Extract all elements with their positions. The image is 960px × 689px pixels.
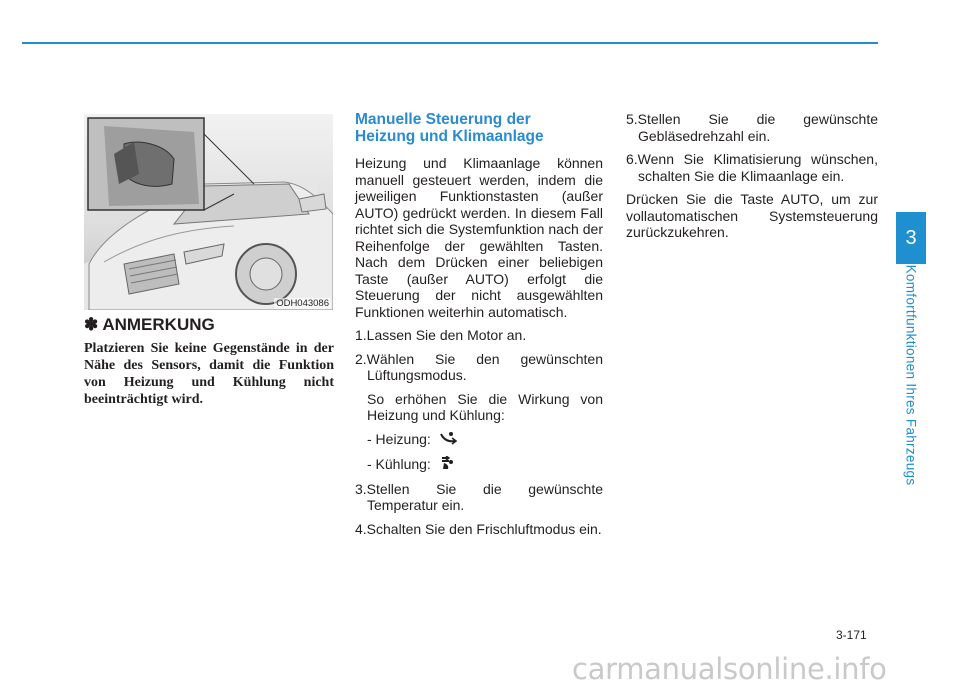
note-body: Platzieren Sie keine Gegenstände in der Nähe des Sensors, damit die Funktion von Heizung und Kühlung nicht beeinträchtigt wird. <box>84 341 334 407</box>
heating-label: - Heizung: <box>367 430 431 447</box>
step-1: 1.Lassen Sie den Motor an. <box>355 327 527 343</box>
section-title-line2: Heizung und Klimaanlage <box>355 128 544 145</box>
face-vent-icon <box>439 456 455 474</box>
section-title <box>355 111 603 145</box>
step-4: 4.Schalten Sie den Frischluftmodus ein. <box>355 520 602 537</box>
car-sensor-figure <box>84 114 333 310</box>
chapter-title: Komfortfunktionen Ihres Fahrzeugs <box>903 264 919 486</box>
floor-vent-icon <box>439 431 457 449</box>
column-middle <box>355 111 603 544</box>
step-2: 2.Wählen Sie den gewünschten Lüftungsmodus. <box>355 350 603 383</box>
intro-paragraph: Heizung und Klimaanlage können manuell gesteuert werden, indem die jeweiligen Funktionstasten (außer AUTO) gedrückt werden. In diesem Fall richtet sich die Systemfunktion nach der Reihenfolge der gewählten Tasten. Nach dem Drücken einer beliebigen Taste (außer AUTO) erfolgt die Steuerung der nicht ausgewählten Funktionen weiterhin automatisch. <box>355 155 603 320</box>
outro-paragraph: Drücken Sie die Taste AUTO, um zur vollautomatischen Systemsteuerung zurückzukehren. <box>626 191 878 240</box>
step-5: 5.Stellen Sie die gewünschte Gebläsedrehzahl ein. <box>626 111 878 144</box>
step-3: 3.Stellen Sie die gewünschte Temperatur ein. <box>355 480 603 514</box>
cooling-line <box>367 456 603 474</box>
watermark: carmanualsonline.info <box>572 652 887 686</box>
figure-caption: ODH043086 <box>276 298 329 309</box>
page-number: 3-171 <box>836 628 867 642</box>
car-illustration <box>84 114 333 310</box>
heating-line <box>367 431 603 449</box>
column-right <box>626 111 878 248</box>
section-title-line1: Manuelle Steuerung der <box>355 111 531 128</box>
step-2-detail: So erhöhen Sie die Wirkung von Heizung und Kühlung: <box>367 390 603 423</box>
cooling-label: - Kühlung: <box>367 455 431 472</box>
chapter-number: 3 <box>905 227 917 249</box>
chapter-tab <box>896 212 926 264</box>
step-6: 6.Wenn Sie Klimatisierung wünschen, schalten Sie die Klimaanlage ein. <box>626 151 878 184</box>
header-rule <box>22 42 878 44</box>
note-heading: ✽ ANMERKUNG <box>84 315 215 334</box>
